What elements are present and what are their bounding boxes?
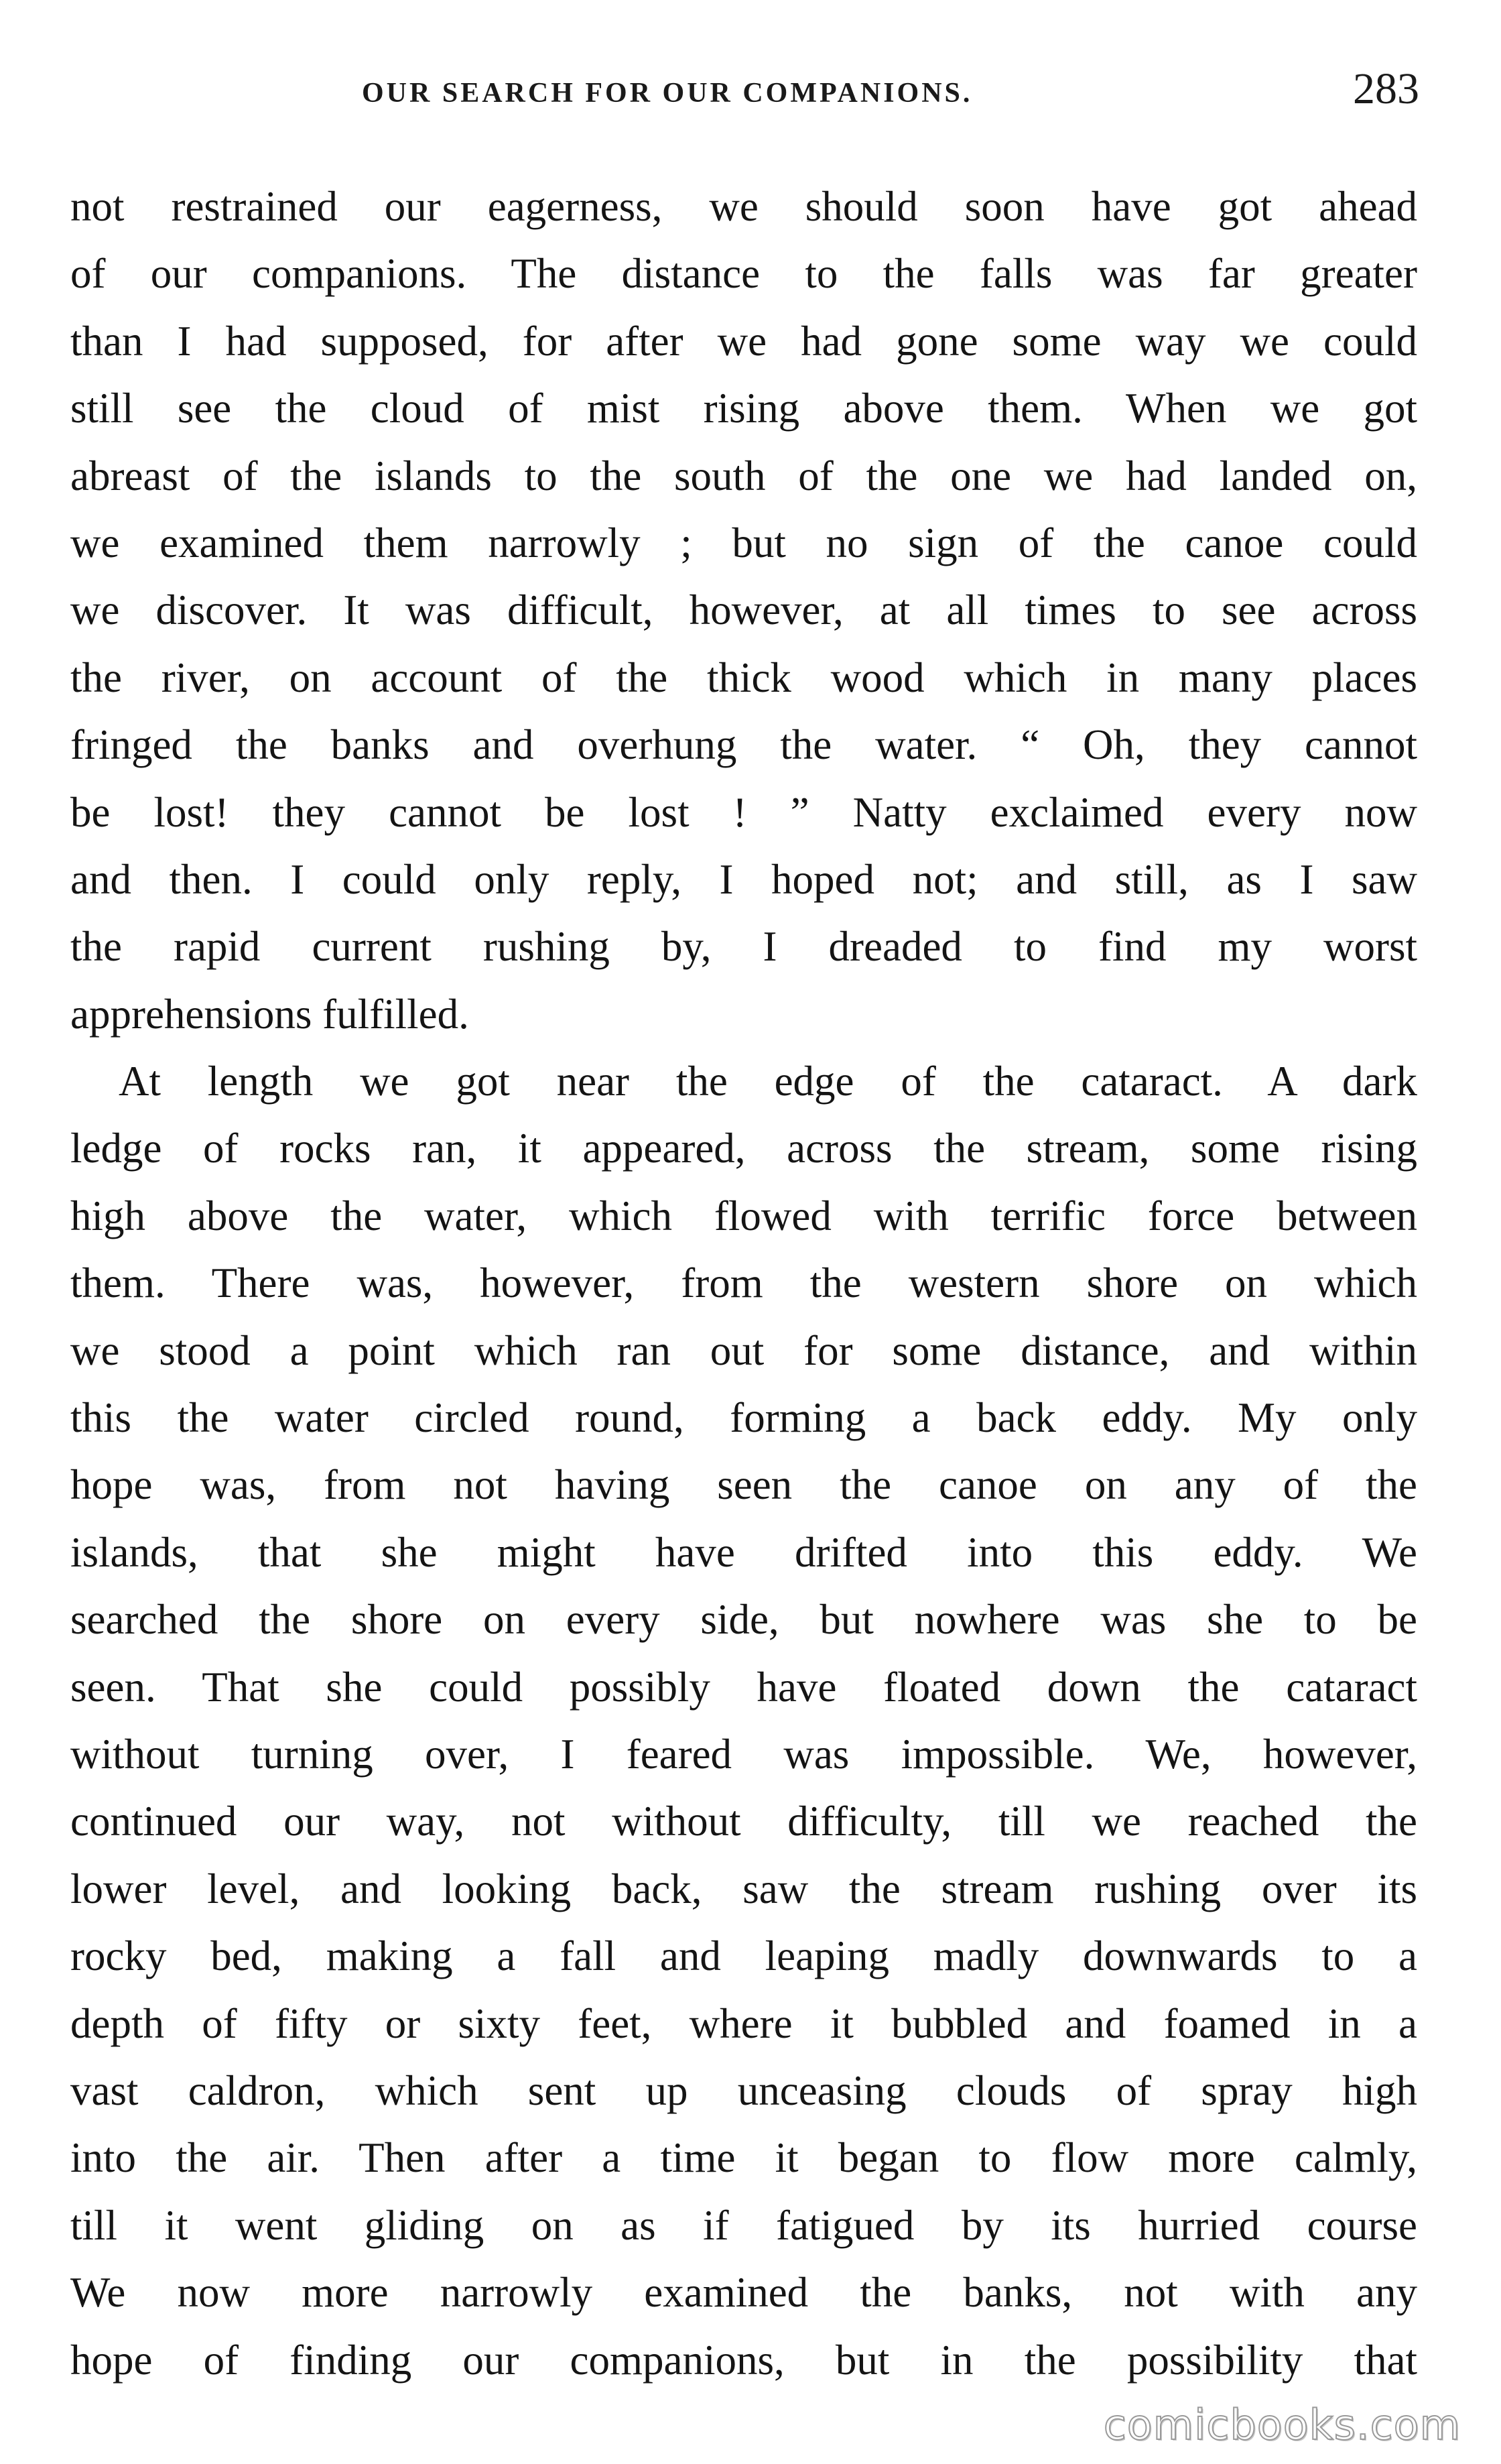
text-line: continued our way, not without difficulty, till we reached the: [70, 1798, 1417, 1845]
body-text: [70, 173, 1417, 2394]
text-line: without turning over, I feared was impossible. We, however,: [70, 1730, 1417, 1778]
watermark: comicbooks.com: [1103, 2400, 1461, 2449]
text-line: fringed the banks and overhung the water. “ Oh, they cannot: [70, 721, 1417, 769]
text-line: depth of fifty or sixty feet, where it bubbled and foamed in a: [70, 1999, 1417, 2047]
text-line: and then. I could only reply, I hoped not; and still, as I saw: [70, 855, 1417, 903]
paragraph-start-line: At length we got near the edge of the cataract. A dark: [119, 1058, 1417, 1105]
page-number: 283: [1353, 64, 1419, 113]
text-line: lower level, and looking back, saw the stream rushing over its: [70, 1865, 1417, 1912]
text-line: we examined them narrowly ; but no sign of the canoe could: [70, 519, 1417, 566]
text-line: high above the water, which flowed with terrific force between: [70, 1192, 1417, 1239]
text-line: rocky bed, making a fall and leaping madly downwards to a: [70, 1932, 1417, 1980]
text-line: than I had supposed, for after we had gone some way we could: [70, 317, 1417, 365]
text-line: hope was, from not having seen the canoe on any of the: [70, 1461, 1417, 1509]
text-line: of our companions. The distance to the falls was far greater: [70, 250, 1417, 298]
text-line: islands, that she might have drifted into this eddy. We: [70, 1528, 1417, 1576]
text-line: still see the cloud of mist rising above them. When we got: [70, 385, 1417, 432]
text-line: not restrained our eagerness, we should soon have got ahead: [70, 183, 1417, 230]
running-title: OUR SEARCH FOR OUR COMPANIONS.: [362, 78, 973, 109]
text-line: be lost! they cannot be lost ! ” Natty exclaimed every now: [70, 788, 1417, 836]
text-line: We now more narrowly examined the banks, not with any: [70, 2269, 1417, 2317]
text-line: we discover. It was difficult, however, at all times to see across: [70, 587, 1417, 634]
text-line: ledge of rocks ran, it appeared, across the stream, some rising: [70, 1125, 1417, 1172]
text-line: till it went gliding on as if fatigued by its hurried course: [70, 2201, 1417, 2249]
text-line: this the water circled round, forming a back eddy. My only: [70, 1394, 1417, 1442]
text-line: seen. That she could possibly have floated down the cataract: [70, 1663, 1417, 1711]
text-line: abreast of the islands to the south of the one we had landed on,: [70, 452, 1417, 499]
text-line: searched the shore on every side, but nowhere was she to be: [70, 1596, 1417, 1644]
text-line: hope of finding our companions, but in the possibility that: [70, 2336, 1417, 2384]
running-head: [0, 64, 1501, 124]
paragraph-end-line: apprehensions fulfilled.: [70, 990, 469, 1038]
text-line: into the air. Then after a time it began to flow more calmly,: [70, 2134, 1417, 2182]
text-line: we stood a point which ran out for some distance, and within: [70, 1327, 1417, 1374]
text-line: the rapid current rushing by, I dreaded to find my worst: [70, 923, 1417, 971]
text-line: vast caldron, which sent up unceasing clouds of spray high: [70, 2067, 1417, 2114]
text-line: the river, on account of the thick wood which in many places: [70, 654, 1417, 701]
text-line: them. There was, however, from the western shore on which: [70, 1259, 1417, 1307]
